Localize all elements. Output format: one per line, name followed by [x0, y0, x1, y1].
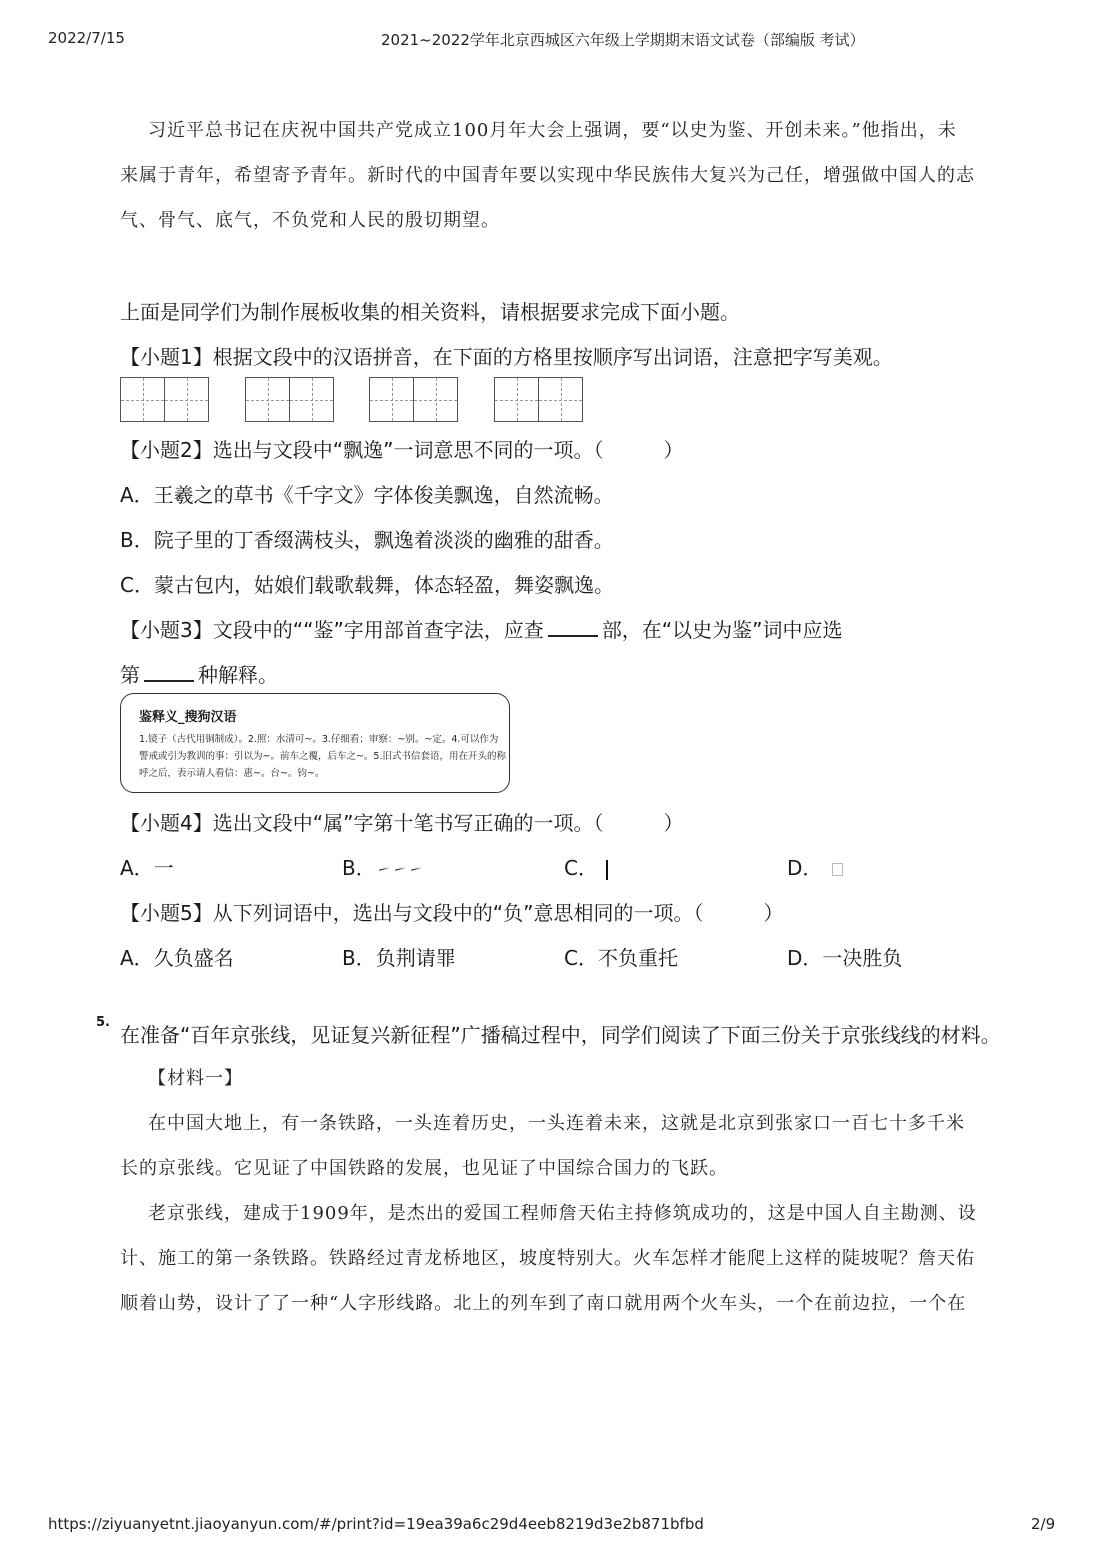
passage-line-2: 来属于青年，希望寄予青年。新时代的中国青年要以实现中华民族伟大复兴为己任，增强做中国人的志: [120, 165, 975, 186]
q2-option-c[interactable]: C．蒙古包内，姑娘们载歌载舞，体态轻盈，舞姿飘逸。: [120, 573, 614, 597]
q3-text-4: 种解释。: [198, 663, 278, 687]
q4-option-a[interactable]: [120, 852, 174, 881]
passage-line-3: 气、骨气、底气，不负党和人民的殷切期望。: [120, 210, 500, 231]
q5-option-d[interactable]: D．一决胜负: [787, 946, 903, 970]
q5-option-b[interactable]: B．负荆请罪: [342, 946, 456, 970]
material-1-p2-line-3: 顺着山势，设计了了一种“人字形线路。北上的列车到了南口就用两个火车头，一个在前边拉，一个在: [120, 1293, 967, 1314]
dictionary-title: 鉴释义_搜狗汉语: [139, 710, 237, 725]
answer-grid-3[interactable]: [370, 377, 458, 423]
dictionary-line-2: 警戒或引为教训的事：引以为~。前车之覆，后车之~。5.旧式书信套语，用在开头的称: [139, 751, 506, 762]
q3-line-2: [120, 659, 278, 688]
header-date: 2022/7/15: [48, 29, 125, 47]
question-5-number: 5.: [96, 1015, 110, 1030]
q4-option-d[interactable]: [787, 852, 843, 881]
passage-line-1: 习近平总书记在庆祝中国共产党成立100月年大会上强调，要“以史为鉴、开创未来。”他指出，未: [148, 120, 957, 141]
q4-option-a-label: A．: [120, 856, 154, 880]
vertical-stroke-icon: [606, 860, 608, 880]
missing-glyph-icon: [832, 863, 843, 876]
q2-stem: 【小题2】选出与文段中“飘逸”一词意思不同的一项。（ ）: [120, 438, 684, 462]
q1-stem: 【小题1】根据文段中的汉语拼音，在下面的方格里按顺序写出词语，注意把字写美观。: [120, 345, 893, 369]
dictionary-box: [120, 693, 510, 793]
material-1-heading: 【材料一】: [148, 1068, 243, 1089]
answer-grid-1[interactable]: [121, 377, 209, 423]
q4-option-b-stroke: ㇀㇀㇀: [375, 860, 424, 879]
footer-page-number: 2/9: [1031, 1515, 1056, 1533]
q3-text-3: 第: [120, 663, 140, 687]
question-5-stem: 在准备“百年京张线，见证复兴新征程”广播稿过程中，同学们阅读了下面三份关于京张线线的材料。: [120, 1023, 1001, 1047]
header-title: 2021~2022学年北京西城区六年级上学期期末语文试卷（部编版 考试）: [381, 31, 865, 49]
q4-option-c-label: C．: [564, 856, 598, 880]
q5-option-a[interactable]: A．久负盛名: [120, 946, 234, 970]
dictionary-line-1: 1.镜子（古代用铜制成）。2.照：水清可~。3.仔细看；审察：~别。~定。4.可以作为: [139, 734, 499, 745]
material-1-p2-line-1: 老京张线，建成于1909年，是杰出的爱国工程师詹天佑主持修筑成功的，这是中国人自主勘测、设: [148, 1203, 977, 1224]
footer-url[interactable]: https://ziyuanyetnt.jiaoyanyun.com/#/print?id=19ea39a6c29d4eeb8219d3e2b871bfbd: [48, 1515, 704, 1533]
q3-blank-meaning[interactable]: [144, 662, 194, 682]
q5-stem: 【小题5】从下列词语中，选出与文段中的“负”意思相同的一项。（ ）: [120, 901, 784, 925]
q2-option-a[interactable]: A．王羲之的草书《千字文》字体俊美飘逸，自然流畅。: [120, 483, 614, 507]
q4-option-d-label: D．: [787, 856, 823, 880]
q3-text-1: 【小题3】文段中的““鉴”字用部首查字法，应查: [120, 618, 544, 642]
q3-text-2: 部，在“以史为鉴”词中应选: [601, 618, 843, 642]
material-1-p2-line-2: 计、施工的第一条铁路。铁路经过青龙桥地区，坡度特别大。火车怎样才能爬上这样的陡坡呢？詹天佑: [120, 1248, 975, 1269]
answer-grid-4[interactable]: [495, 377, 583, 423]
q4-option-b-label: B．: [342, 856, 376, 880]
material-1-p1-line-1: 在中国大地上，有一条铁路，一头连着历史，一头连着未来，这就是北京到张家口一百七十多千米: [148, 1113, 965, 1134]
q4-option-c[interactable]: [564, 852, 608, 881]
q3-line-1: [120, 614, 843, 643]
q3-blank-radical[interactable]: [548, 617, 598, 637]
q2-option-b[interactable]: B．院子里的丁香缀满枝头，飘逸着淡淡的幽雅的甜香。: [120, 528, 614, 552]
intro-text: 上面是同学们为制作展板收集的相关资料，请根据要求完成下面小题。: [120, 300, 740, 324]
q4-option-b[interactable]: [342, 852, 424, 881]
q5-option-c[interactable]: C．不负重托: [564, 946, 678, 970]
answer-grid-2[interactable]: [246, 377, 334, 423]
dictionary-line-3: 呼之后，表示请人看信：惠~。台~。钧~。: [139, 768, 325, 779]
q4-option-a-stroke: 一: [153, 856, 174, 880]
material-1-p1-line-2: 长的京张线。它见证了中国铁路的发展，也见证了中国综合国力的飞跃。: [120, 1158, 728, 1179]
q4-stem: 【小题4】选出文段中“属”字第十笔书写正确的一项。（ ）: [120, 811, 684, 835]
